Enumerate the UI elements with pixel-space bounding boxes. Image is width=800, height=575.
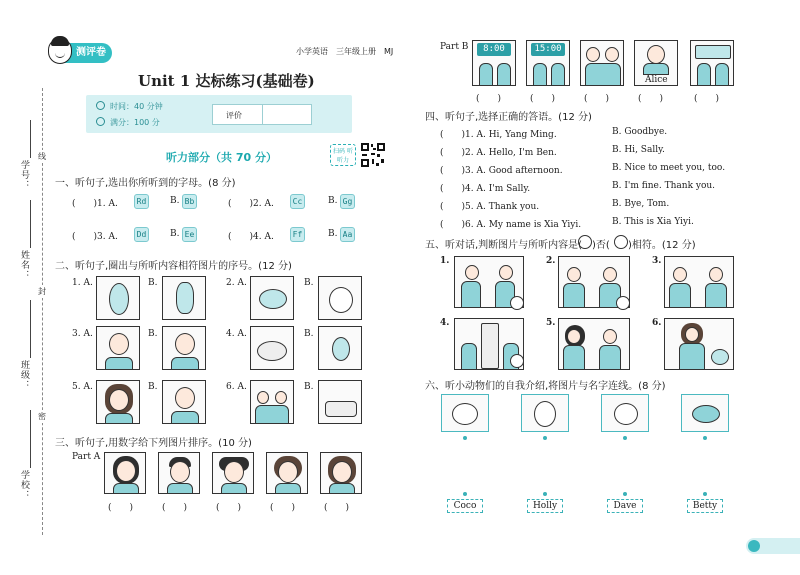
- part-a-picture-1: [104, 452, 146, 494]
- student-no-label: 学号：: [19, 160, 29, 190]
- door-shape: [481, 323, 499, 369]
- person-head: [603, 267, 617, 282]
- q4-item-1[interactable]: ( )1. A. Hi, Yang Ming.: [440, 130, 557, 140]
- q2-4-option-a-picture[interactable]: [250, 326, 294, 370]
- q2-2-label: 2. A.: [226, 278, 247, 288]
- cat-shape: [534, 401, 556, 427]
- class-label: 班级：: [19, 360, 29, 390]
- person-right: [551, 63, 565, 86]
- listening-heading: 听力部分（共 70 分）: [166, 151, 277, 164]
- bed-shape: [325, 401, 357, 417]
- q2-2-option-a-picture[interactable]: [250, 276, 294, 320]
- part-b-picture-4: [634, 40, 678, 86]
- animal-cat-picture[interactable]: [521, 394, 569, 432]
- sad-face-icon: [614, 235, 628, 249]
- name-blank[interactable]: [30, 200, 31, 248]
- girl-head: [647, 45, 665, 64]
- check-icon: [96, 117, 105, 126]
- q2-5-option-b-picture[interactable]: [162, 380, 206, 424]
- q2-5-b-label: B.: [148, 382, 158, 392]
- evaluation-label: 评价: [226, 111, 242, 120]
- betty-connector[interactable]: [703, 492, 707, 496]
- q2-1-label: 1. A.: [72, 278, 93, 288]
- boy-head: [175, 333, 195, 355]
- q5-4-label: 4.: [440, 318, 450, 328]
- student-no-blank[interactable]: [30, 120, 31, 158]
- q2-4-option-b-picture[interactable]: [318, 326, 362, 370]
- bird-shape: [109, 283, 129, 315]
- q1-item-3[interactable]: ( )3. A.: [72, 232, 118, 242]
- q1-item-2[interactable]: ( )2. A.: [228, 199, 274, 209]
- person-body: [669, 283, 691, 308]
- q2-2-option-b-picture[interactable]: [318, 276, 362, 320]
- q1-3-b-label: B.: [170, 229, 180, 239]
- person-head: [603, 329, 617, 344]
- margin-dense-char: 密: [38, 412, 46, 421]
- bird-shape: [614, 403, 638, 425]
- animal-bird-picture[interactable]: [601, 394, 649, 432]
- name-coco[interactable]: Coco: [447, 499, 483, 513]
- q2-4-b-label: B.: [304, 329, 314, 339]
- part-a-answer-2[interactable]: ( ): [162, 503, 188, 513]
- q1-4-b-label: B.: [328, 229, 338, 239]
- girl-shirt: [329, 483, 355, 494]
- q2-1-option-b-picture[interactable]: [162, 276, 206, 320]
- section-4-heading: 四、听句子,选择正确的答语。(12 分): [425, 112, 592, 123]
- margin-seal-char: 封: [38, 287, 46, 296]
- school-blank[interactable]: [30, 410, 31, 468]
- class-blank[interactable]: [30, 300, 31, 358]
- q2-4-label: 4. A.: [226, 329, 247, 339]
- q2-3-option-a-picture[interactable]: [96, 326, 140, 370]
- section-1-heading: 一、听句子,选出你所听到的字母。(8 分): [55, 178, 236, 189]
- smile-face-icon: [578, 235, 592, 249]
- q2-5-option-a-picture[interactable]: [96, 380, 140, 424]
- boy-head: [170, 461, 190, 483]
- name-dave[interactable]: Dave: [607, 499, 643, 513]
- girl-shirt: [221, 483, 247, 494]
- part-a-picture-3: [212, 452, 254, 494]
- person-body: [461, 281, 481, 308]
- person-body: [563, 283, 585, 308]
- q1-3-option-b-tile[interactable]: Ee: [182, 227, 197, 242]
- evaluation-divider: [262, 104, 263, 125]
- full-score: 满分：100 分: [110, 118, 160, 127]
- part-b-picture-1: [472, 40, 516, 86]
- q4-item-5[interactable]: ( )5. A. Thank you.: [440, 202, 540, 212]
- q5-5-label: 5.: [546, 318, 556, 328]
- q5-4-judge-icon[interactable]: [510, 354, 524, 368]
- boy-head: [175, 387, 195, 409]
- girl-body: [679, 343, 705, 370]
- name-holly[interactable]: Holly: [527, 499, 563, 513]
- boy-shirt: [171, 411, 199, 424]
- section-5-heading-end: )相符。(12 分): [628, 240, 696, 251]
- person-head: [567, 267, 581, 282]
- name-betty[interactable]: Betty: [687, 499, 723, 513]
- girl-head: [224, 461, 244, 483]
- q5-1-label: 1.: [440, 256, 450, 266]
- q2-1-option-a-picture[interactable]: [96, 276, 140, 320]
- fishbowl-shape: [711, 349, 729, 365]
- boy-shirt: [171, 357, 199, 370]
- q4-item-4[interactable]: ( )4. A. I'm Sally.: [440, 184, 531, 194]
- boy-shirt: [167, 483, 193, 494]
- q1-item-1[interactable]: ( )1. A.: [72, 199, 118, 209]
- cat-shape: [329, 287, 353, 313]
- person-body: [461, 343, 477, 370]
- part-a-label: Part A: [72, 452, 101, 462]
- q2-6-b-label: B.: [304, 382, 314, 392]
- time-limit: 时间：40 分钟: [110, 102, 163, 111]
- q4-2-option-b[interactable]: B. Hi, Sally.: [612, 145, 665, 155]
- person-body: [563, 345, 585, 370]
- part-b-label: Part B: [440, 42, 469, 52]
- q2-2-b-label: B.: [304, 278, 314, 288]
- q2-5-label: 5. A.: [72, 382, 93, 392]
- q4-item-6[interactable]: ( )6. A. My name is Xia Yiyi.: [440, 220, 582, 230]
- person-left: [533, 63, 547, 86]
- clock-15: 15:00: [531, 43, 565, 56]
- person-body: [599, 345, 621, 370]
- q5-5-picture[interactable]: [558, 318, 630, 370]
- girl-shirt: [105, 413, 133, 424]
- q4-3-option-b[interactable]: B. Nice to meet you, too.: [612, 163, 726, 173]
- q1-item-4[interactable]: ( )4. A.: [228, 232, 274, 242]
- q1-4-option-a-tile[interactable]: Ff: [290, 227, 305, 242]
- clock-8: 8:00: [477, 43, 511, 56]
- cat-connector[interactable]: [543, 436, 547, 440]
- school-label: 学校：: [19, 470, 29, 500]
- egg-shape: [332, 337, 350, 361]
- q4-item-2[interactable]: ( )2. A. Hello, I'm Ben.: [440, 148, 557, 158]
- q5-1-judge-icon[interactable]: [510, 296, 524, 310]
- person-right: [497, 63, 511, 86]
- part-a-picture-4: [266, 452, 308, 494]
- q5-6-picture[interactable]: [664, 318, 734, 370]
- part-b-picture-2: [526, 40, 570, 86]
- q1-1-option-a-tile[interactable]: Rd: [134, 194, 149, 209]
- girl-head: [109, 389, 129, 411]
- q5-6-label: 6.: [652, 318, 662, 328]
- q1-2-option-b-tile[interactable]: Gg: [340, 194, 355, 209]
- page-number-tab: [746, 538, 800, 554]
- q1-1-option-b-tile[interactable]: Bb: [182, 194, 197, 209]
- dog-shape: [259, 289, 287, 309]
- q2-1-b-label: B.: [148, 278, 158, 288]
- q2-6-option-a-picture[interactable]: [250, 380, 294, 424]
- girl-shirt: [113, 483, 139, 494]
- person-head: [257, 391, 269, 404]
- q4-6-option-b[interactable]: B. This is Xia Yiyi.: [612, 217, 694, 227]
- logo-badge: 测评卷: [50, 43, 112, 63]
- clock-icon: [96, 101, 105, 110]
- bird-connector[interactable]: [623, 436, 627, 440]
- person-head: [709, 267, 723, 282]
- girl-head: [685, 327, 699, 342]
- alice-name: Alice: [645, 75, 668, 85]
- q5-2-label: 2.: [546, 256, 556, 266]
- name-label: 姓名：: [19, 250, 29, 280]
- q2-3-label: 3. A.: [72, 329, 93, 339]
- q1-2-b-label: B.: [328, 196, 338, 206]
- section-5-heading-mid: )否(: [592, 240, 610, 251]
- q5-3-label: 3.: [652, 256, 662, 266]
- boy-head: [109, 333, 129, 355]
- fish-connector[interactable]: [703, 436, 707, 440]
- part-b-picture-5: [690, 40, 734, 86]
- part-b-picture-3: [580, 40, 624, 86]
- person-left: [479, 63, 493, 86]
- part-b-answer-2[interactable]: ( ): [530, 94, 556, 104]
- blackboard-shape: [695, 45, 731, 59]
- q4-item-3[interactable]: ( )3. A. Good afternoon.: [440, 166, 563, 176]
- part-b-answer-5[interactable]: ( ): [694, 94, 720, 104]
- page-number-dot: [748, 540, 760, 552]
- girl-head: [278, 461, 298, 483]
- q4-5-option-b[interactable]: B. Bye, Tom.: [612, 199, 670, 209]
- person-head: [275, 391, 287, 404]
- part-b-answer-3[interactable]: ( ): [584, 94, 610, 104]
- fish-shape: [692, 405, 720, 423]
- q4-4-option-b[interactable]: B. I'm fine. Thank you.: [612, 181, 716, 191]
- part-b-answer-1[interactable]: ( ): [476, 94, 502, 104]
- girl-head: [332, 461, 352, 483]
- holly-connector[interactable]: [543, 492, 547, 496]
- dave-connector[interactable]: [623, 492, 627, 496]
- page-title: Unit 1 达标练习(基础卷): [138, 72, 315, 90]
- boy-shirt: [105, 357, 133, 370]
- scan-hint: 扫码 听听力: [330, 144, 356, 166]
- dog-shape: [452, 403, 478, 425]
- qr-code-icon[interactable]: [360, 142, 386, 168]
- animal-dog-picture[interactable]: [441, 394, 489, 432]
- person-head: [586, 47, 600, 62]
- q1-2-option-a-tile[interactable]: Cc: [290, 194, 305, 209]
- part-a-picture-5: [320, 452, 362, 494]
- section-5-heading-start: 五、听对话,判断图片与所听内容是(: [425, 240, 583, 251]
- q2-6-option-b-picture[interactable]: [318, 380, 362, 424]
- section-3-heading: 三、听句子,用数字给下列图片排序。(10 分): [55, 438, 252, 449]
- coco-connector[interactable]: [463, 492, 467, 496]
- q1-3-option-a-tile[interactable]: Dd: [134, 227, 149, 242]
- person-head: [673, 267, 687, 282]
- hen-shape: [257, 341, 287, 361]
- girl-shirt: [643, 63, 669, 75]
- person-head: [567, 329, 581, 344]
- q1-4-option-b-tile[interactable]: Aa: [340, 227, 355, 242]
- subject-label: 小学英语 三年级上册 MJ: [296, 47, 394, 56]
- section-2-heading: 二、听句子,圈出与所听内容相符图片的序号。(12 分): [55, 261, 292, 272]
- people-body: [255, 405, 289, 424]
- part-b-answer-4[interactable]: ( ): [638, 94, 664, 104]
- part-a-picture-2: [158, 452, 200, 494]
- person-head: [605, 47, 619, 62]
- people-body: [585, 63, 621, 86]
- girl-head: [116, 460, 136, 482]
- q5-3-picture[interactable]: [664, 256, 734, 308]
- person-head: [465, 265, 479, 280]
- margin-line-char: 线: [38, 152, 46, 161]
- part-a-answer-1[interactable]: ( ): [108, 503, 134, 513]
- q2-3-b-label: B.: [148, 329, 158, 339]
- person-body: [705, 283, 727, 308]
- section-6-heading: 六、听小动物们的自我介绍,将图片与名字连线。(8 分): [425, 381, 666, 392]
- person-left: [697, 63, 711, 86]
- girl-shirt: [275, 483, 301, 494]
- animal-fish-picture[interactable]: [681, 394, 729, 432]
- banana-shape: [176, 282, 194, 314]
- person-right: [715, 63, 729, 86]
- part-a-answer-3[interactable]: ( ): [216, 503, 242, 513]
- dog-connector[interactable]: [463, 436, 467, 440]
- person-head: [499, 265, 513, 280]
- part-a-answer-4[interactable]: ( ): [270, 503, 296, 513]
- q5-2-judge-icon[interactable]: [616, 296, 630, 310]
- q1-1-b-label: B.: [170, 196, 180, 206]
- mascot-icon: [48, 38, 72, 64]
- q2-6-label: 6. A.: [226, 382, 247, 392]
- q4-1-option-b[interactable]: B. Goodbye.: [612, 127, 668, 137]
- part-a-answer-5[interactable]: ( ): [324, 503, 350, 513]
- q2-3-option-b-picture[interactable]: [162, 326, 206, 370]
